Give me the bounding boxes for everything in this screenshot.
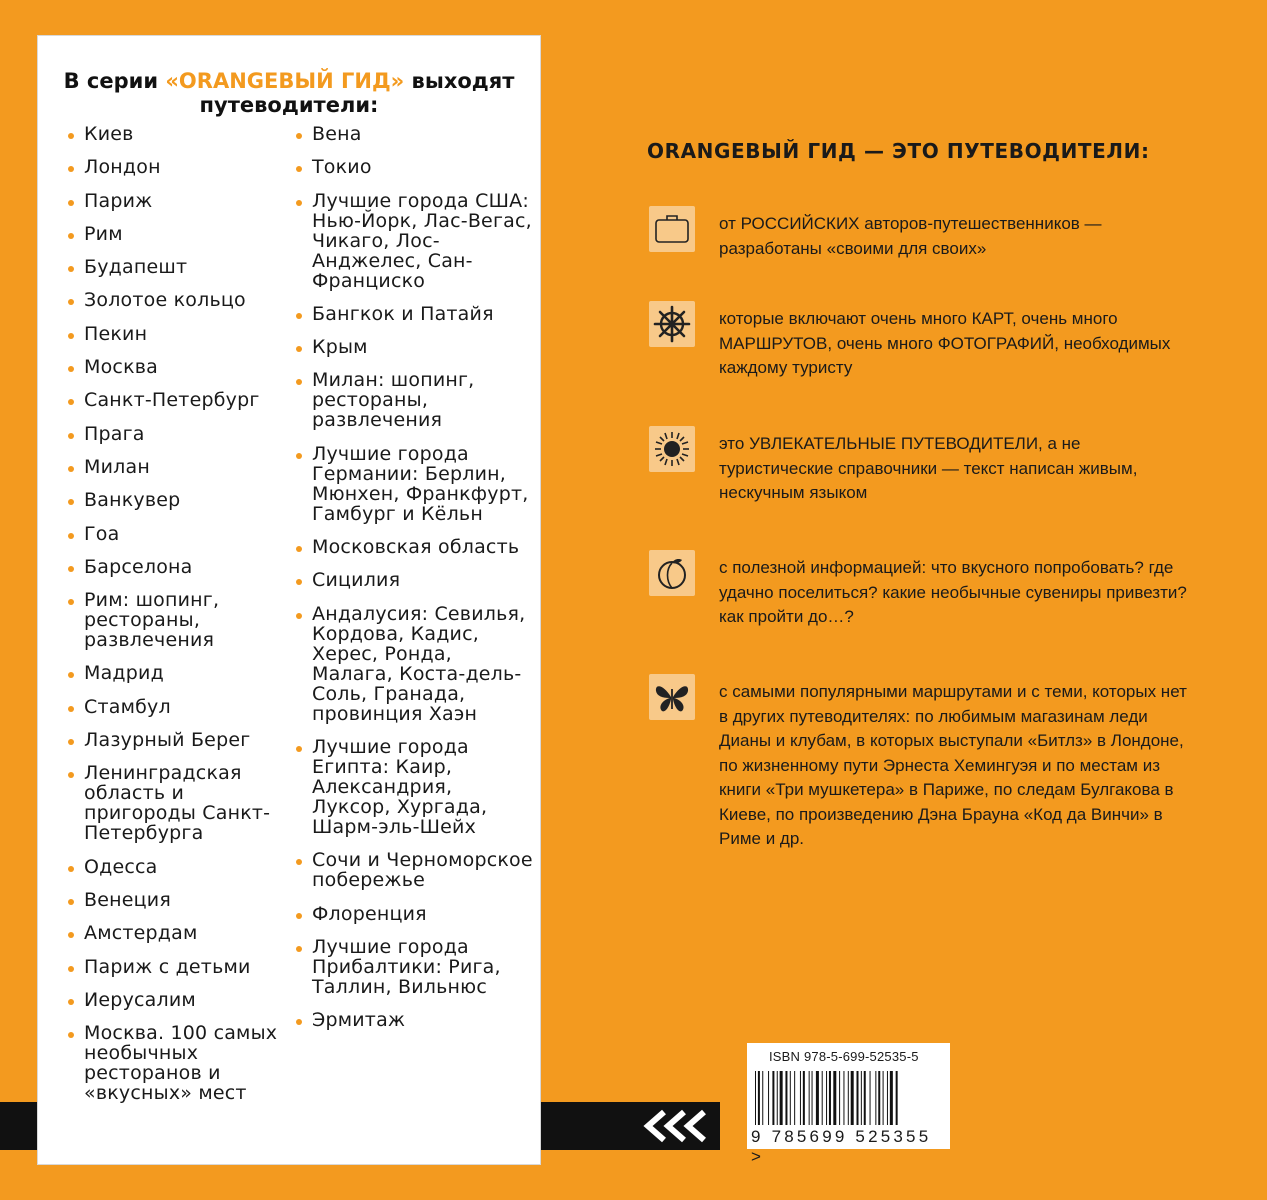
guide-list-item: Мадрид	[66, 663, 286, 683]
guide-list-item: Лучшие города Германии: Берлин, Мюнхен, Франкфурт, Гамбург и Кёльн	[294, 444, 534, 524]
guide-list-item: Лазурный Берег	[66, 730, 286, 750]
guide-list-item: Москва	[66, 357, 286, 377]
guide-list-item: Бангкок и Патайя	[294, 304, 534, 324]
barcode	[747, 1043, 950, 1166]
guide-list-item: Золотое кольцо	[66, 290, 286, 310]
guide-list-item: Сочи и Черноморское побережье	[294, 850, 534, 890]
guide-list-item: Лучшие города Египта: Каир, Александрия, Луксор, Хургада, Шарм-эль-Шейх	[294, 737, 534, 837]
guide-list-item: Киев	[66, 124, 286, 144]
guide-list-item: Ленинградская область и пригороды Санкт-Петербурга	[66, 763, 286, 843]
suitcase-icon	[652, 209, 692, 249]
guides-list-left	[66, 124, 286, 1116]
guide-list-item: Лучшие города Прибалтики: Рига, Таллин, Вильнюс	[294, 937, 534, 997]
guide-list-item: Флоренция	[294, 904, 534, 924]
guides-list-right	[294, 124, 534, 1043]
ship-wheel-icon	[652, 304, 692, 344]
guide-list-item: Ванкувер	[66, 490, 286, 510]
guide-list-item: Милан: шопинг, рестораны, развлечения	[294, 370, 534, 430]
panel-title: В серии «ORANGEВЫЙ ГИД» выходят путеводители:	[63, 69, 515, 117]
guide-list-item: Москва. 100 самых необычных ресторанов и «вкусных» мест	[66, 1023, 286, 1103]
guide-list-item: Милан	[66, 457, 286, 477]
guide-list-item: Андалусия: Севилья, Кордова, Кадис, Херес, Ронда, Малага, Коста-дель-Соль, Гранада, провинция Хаэн	[294, 604, 534, 724]
guide-list-item: Крым	[294, 337, 534, 357]
guide-list-item: Сицилия	[294, 570, 534, 590]
guide-list-item: Лучшие города США: Нью-Йорк, Лас-Вегас, Чикаго, Лос-Анджелес, Сан-Франциско	[294, 191, 534, 291]
guide-list-item: Париж	[66, 191, 286, 211]
guide-list-item: Пекин	[66, 324, 286, 344]
barcode-bars	[753, 1071, 945, 1129]
guide-list-item: Амстердам	[66, 923, 286, 943]
isbn-label: ISBN 978-5-699-52535-5	[769, 1049, 919, 1064]
butterfly-icon	[652, 677, 692, 717]
guide-list-item: Одесса	[66, 857, 286, 877]
guide-list-item: Париж с детьми	[66, 957, 286, 977]
guide-list-item: Венеция	[66, 890, 286, 910]
guide-list-item: Гоа	[66, 524, 286, 544]
guide-list-item: Токио	[294, 157, 534, 177]
chevrons-logo-icon	[640, 1106, 716, 1146]
guide-list-item: Стамбул	[66, 697, 286, 717]
guide-list-item: Рим: шопинг, рестораны, развлечения	[66, 590, 286, 650]
guide-list-item: Будапешт	[66, 257, 286, 277]
series-list-panel	[37, 35, 541, 1165]
guide-list-item: Рим	[66, 224, 286, 244]
guide-list-item: Эрмитаж	[294, 1010, 534, 1030]
guide-list-item: Московская область	[294, 537, 534, 557]
guide-list-item: Вена	[294, 124, 534, 144]
guide-list-item: Лондон	[66, 157, 286, 177]
sun-icon	[652, 429, 692, 469]
brand-name: «ORANGEВЫЙ ГИД»	[165, 69, 405, 93]
guide-list-item: Иерусалим	[66, 990, 286, 1010]
barcode-number: 9 785699 525355 >	[751, 1127, 932, 1166]
guide-list-item: Санкт-Петербург	[66, 390, 286, 410]
features-headline: ORANGEВЫЙ ГИД — ЭТО ПУТЕВОДИТЕЛИ:	[647, 139, 1150, 163]
peach-icon	[652, 553, 692, 593]
guide-list-item: Прага	[66, 424, 286, 444]
guide-list-item: Барселона	[66, 557, 286, 577]
